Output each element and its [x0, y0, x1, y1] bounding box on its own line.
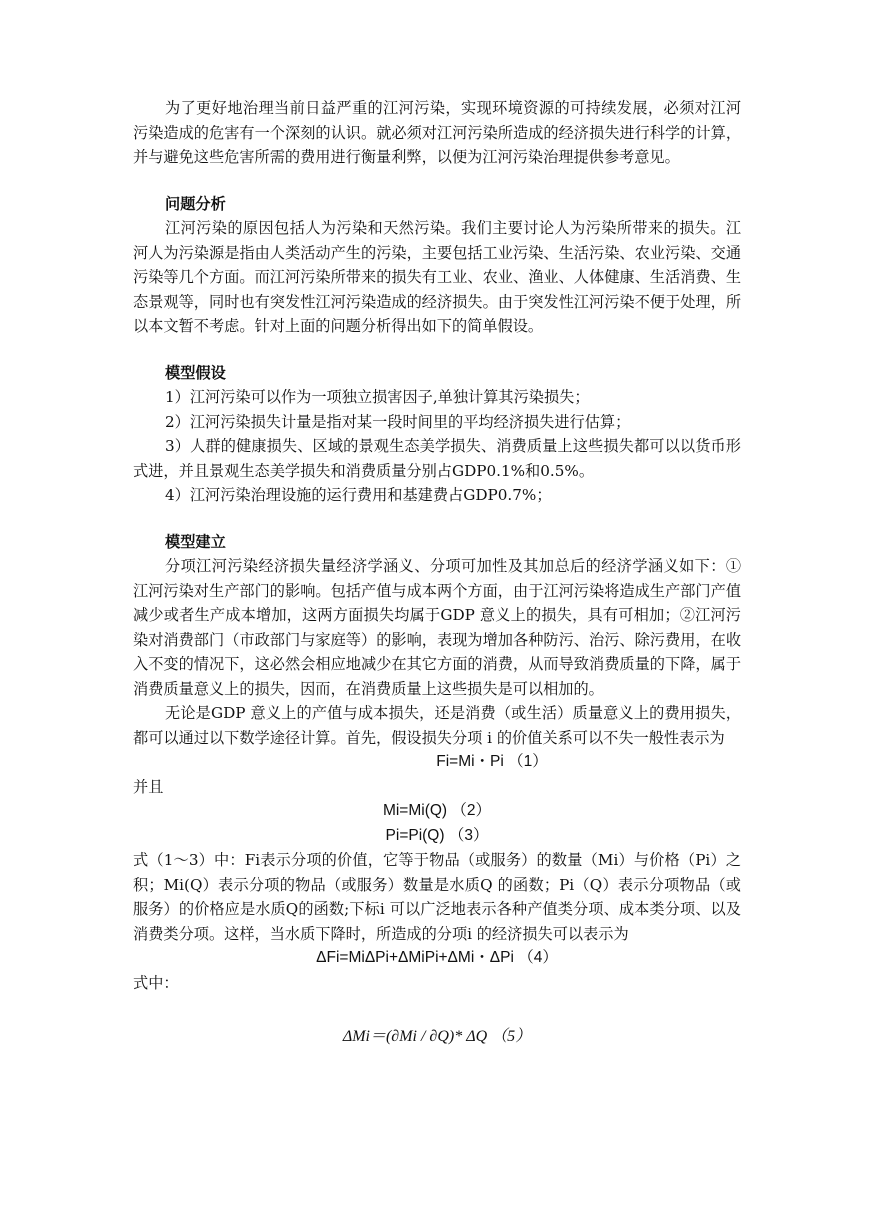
document-page	[133, 96, 741, 1049]
equation-1: Fi=Mi・Pi （1）	[436, 753, 548, 770]
and-text: 并且	[133, 777, 164, 796]
assumption-item-4: 4）江河污染治理设施的运行费用和基建费占GDP0.7%；	[165, 486, 552, 504]
model-paragraph-2: 无论是GDP 意义上的产值与成本损失，还是消费（或生活）质量意义上的费用损失，都可以通过以下数学途径计算。首先，假设损失分项 i 的价值关系可以不失一般性表示为	[133, 704, 741, 747]
section-heading-problem-analysis: 问题分析	[165, 194, 226, 213]
equation-2: Mi=Mi(Q) （2）	[382, 802, 492, 819]
equation-5: ΔMi＝(∂Mi / ∂Q)* ΔQ （5）	[342, 1028, 532, 1045]
equation-3: Pi=Pi(Q) （3）	[385, 826, 489, 844]
problem-analysis-paragraph: 江河污染的原因包括人为污染和天然污染。我们主要讨论人为污染所带来的损失。江河人为污染源是指由人类活动产生的污染，主要包括工业污染、生活污染、农业污染、交通污染等几个方面。而江河污染所带来的损失有工业、农业、渔业、人体健康、生活消费、生态景观等，同时也有突发性江河污染造成的经济损失。由于突发性江河污染不便于处理，所以本文暂不考虑。针对上面的问题分析得出如下的简单假设。	[133, 219, 741, 335]
equation-4: ΔFi=MiΔPi+ΔMiPi+ΔMi・ΔPi （4）	[316, 949, 558, 966]
assumption-item-2: 2）江河污染损失计量是指对某一段时间里的平均经济损失进行估算；	[165, 412, 631, 431]
section-heading-model-building: 模型建立	[165, 532, 226, 551]
assumption-item-3: 3）人群的健康损失、区域的景观生态美学损失、消费质量上这些损失都可以以货币形式进，并且景观生态美学损失和消费质量分别占GDP0.1%和0.5%。	[133, 437, 741, 480]
model-paragraph-3: 式（1～3）中：Fi表示分项的价值，它等于物品（或服务）的数量（Mi）与价格（Pi）之积；Mi(Q）表示分项的物品（或服务）数量是水质Q 的函数；Pi（Q）表示分项物品（或服务）的价格应是水质Q的函数;下标i 可以广泛地表示各种产值类分项、成本类分项、以及消费类分项。这样，当水质下降时，所造成的分项i 的经济损失可以表示为	[133, 851, 741, 943]
section-heading-model-assumptions: 模型假设	[165, 363, 226, 382]
model-paragraph-1: 分项江河污染经济损失量经济学涵义、分项可加性及其加总后的经济学涵义如下：①江河污染对生产部门的影响。包括产值与成本两个方面，由于江河污染将造成生产部门产值减少或者生产成本增加，这两方面损失均属于GDP 意义上的损失，具有可相加；②江河污染对消费部门（市政部门与家庭等）的影响，表现为增加各种防污、治污、除污费用，在收入不变的情况下，这必然会相应地减少在其它方面的消费，从而导致消费质量的下降，属于消费质量意义上的损失，因而，在消费质量上这些损失是可以相加的。	[133, 557, 741, 698]
assumption-item-1: 1）江河污染可以作为一项独立损害因子,单独计算其污染损失；	[165, 388, 590, 406]
where-text: 式中：	[133, 973, 179, 992]
intro-paragraph: 为了更好地治理当前日益严重的江河污染，实现环境资源的可持续发展，必须对江河污染造成的危害有一个深刻的认识。就必须对江河污染所造成的经济损失进行科学的计算，并与避免这些危害所需的费用进行衡量利弊，以便为江河污染治理提供参考意见。	[133, 99, 741, 166]
